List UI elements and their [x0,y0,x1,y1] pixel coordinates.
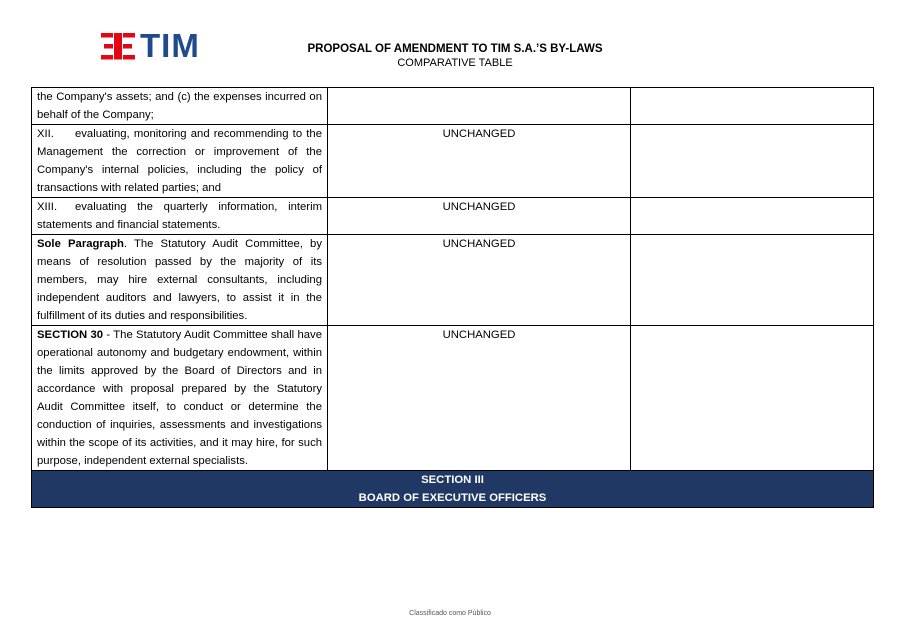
proposal-cell: UNCHANGED [328,198,631,235]
original-text-cell [32,88,328,125]
table-row [32,198,874,235]
item-number: XIII. [37,201,58,213]
proposal-cell: UNCHANGED [328,326,631,471]
justification-cell [631,198,874,235]
original-text: the Company's assets; and (c) the expenses incurred on behalf of the Company; [37,91,322,121]
tim-logo [101,27,200,64]
document-subtitle: COMPARATIVE TABLE [397,57,513,69]
original-text-cell [32,125,328,198]
table-row [32,235,874,326]
logo-text: TIM [140,27,200,64]
original-text: - The Statutory Audit Committee shall have operational autonomy and budgetary endowment, within the limits approved by the Board of Directors and in accordance with proposal prepared by the Statutory Audit Committee itself, to conduct or determine the conduction of inquiries, assessments and investigations within the scope of its activities, and it may hire, for such purpose, independent external specialists. [37,329,322,467]
original-text-cell [32,198,328,235]
comparative-table [31,87,874,508]
original-text: . The Statutory Audit Committee, by means of resolution passed by the majority of its members, may hire external consultants, including independent auditors and lawyers, to assist it in the fulfillment of its duties and responsibilities. [37,238,322,322]
proposal-cell: UNCHANGED [328,235,631,326]
item-number: XII. [37,128,54,140]
proposal-cell: UNCHANGED [328,125,631,198]
section-header-cell [32,471,874,508]
document-title: PROPOSAL OF AMENDMENT TO TIM S.A.’S BY-LAWS [307,43,603,55]
original-text: evaluating, monitoring and recommending to the Management the correction or improvement of the Company's internal policies, including the policy of transactions with related parties; and [37,128,322,194]
proposal-cell [328,88,631,125]
justification-cell [631,125,874,198]
original-text-cell [32,235,328,326]
table-row [32,326,874,471]
justification-cell [631,326,874,471]
section-number: SECTION III [421,474,484,486]
section-header-row [32,471,874,508]
classification-footer: Classificado como Público [409,610,491,617]
justification-cell [631,235,874,326]
justification-cell [631,88,874,125]
paragraph-lead: Sole Paragraph [37,238,124,250]
table-row [32,125,874,198]
section-title: BOARD OF EXECUTIVE OFFICERS [358,492,547,504]
tim-logo-mark-icon [101,32,135,60]
table-row [32,88,874,125]
document-header [250,42,660,70]
original-text-cell [32,326,328,471]
paragraph-lead: SECTION 30 [37,329,104,341]
original-text: evaluating the quarterly information, interim statements and financial statements. [37,201,322,231]
